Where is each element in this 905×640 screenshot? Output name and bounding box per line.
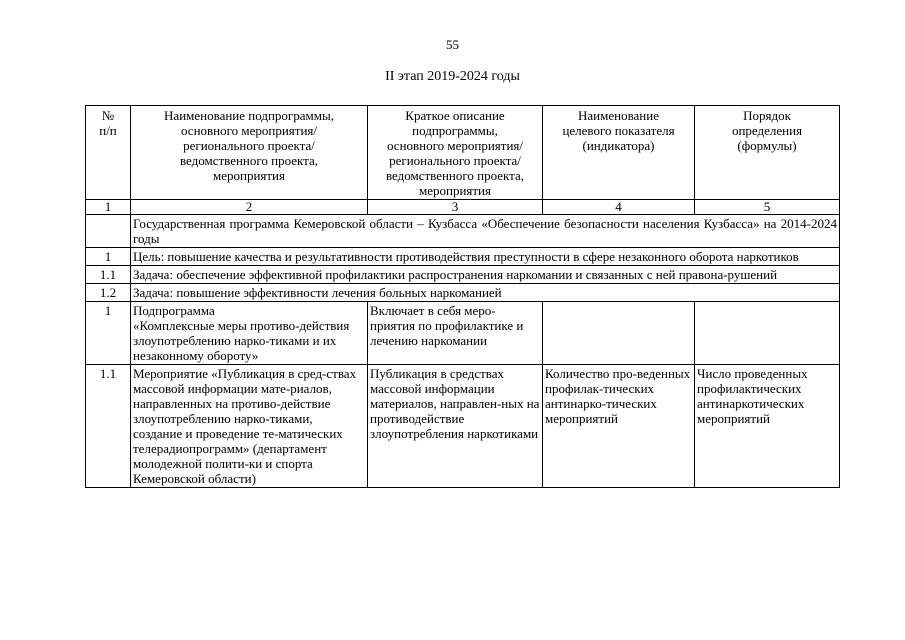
- header-description: Краткое описание подпрограммы, основного мероприятия/ регионального проекта/ ведомственного проекта, мероприятия: [368, 106, 543, 200]
- task-text: Задача: повышение эффективности лечения больных наркоманией: [131, 284, 840, 302]
- row-number: 1.1: [86, 365, 131, 488]
- event-indicator: Количество про-веденных профилак-тических антинарко-тических мероприятий: [543, 365, 695, 488]
- column-number: 5: [695, 200, 840, 215]
- column-number: 2: [131, 200, 368, 215]
- subprogram-description: Включает в себя меро-приятия по профилактике и лечению наркомании: [368, 302, 543, 365]
- row-number: 1.2: [86, 284, 131, 302]
- header-name: Наименование подпрограммы, основного мероприятия/ регионального проекта/ ведомственного проекта, мероприятия: [131, 106, 368, 200]
- event-name: Мероприятие «Публикация в сред-ствах массовой информации мате-риалов, направленных на противо-действие злоупотреблению нарко-тиками, создание и проведение те-матических телерадиопрограмм» (департамент молодежной полити-ки и спорта Кемеровской области): [131, 365, 368, 488]
- program-title: Государственная программа Кемеровской области – Кузбасса «Обеспечение безопасности населения Кузбасса» на 2014-2024 годы: [131, 215, 840, 248]
- column-number: 4: [543, 200, 695, 215]
- program-row: [86, 215, 840, 248]
- column-number: 1: [86, 200, 131, 215]
- table-header-row: [86, 106, 840, 200]
- row-number: 1: [86, 248, 131, 266]
- subprogram-indicator: [543, 302, 695, 365]
- row-number: 1.1: [86, 266, 131, 284]
- row-number: 1: [86, 302, 131, 365]
- event-formula: Число проведенных профилактических антинаркотических мероприятий: [695, 365, 840, 488]
- goal-row: [86, 248, 840, 266]
- subprogram-row: [86, 302, 840, 365]
- subprogram-name: Подпрограмма «Комплексные меры противо-действия злоупотреблению нарко-тиками и их незаконному обороту»: [131, 302, 368, 365]
- document-title: II этап 2019-2024 годы: [385, 69, 520, 84]
- header-indicator: Наименование целевого показателя (индикатора): [543, 106, 695, 200]
- task-row: [86, 266, 840, 284]
- task-row: [86, 284, 840, 302]
- row-number: [86, 215, 131, 248]
- goal-text: Цель: повышение качества и результативности противодействия преступности в сфере незаконного оборота наркотиков: [131, 248, 840, 266]
- column-number: 3: [368, 200, 543, 215]
- task-text: Задача: обеспечение эффективной профилактики распространения наркомании и связанных с ней правона-рушений: [131, 266, 840, 284]
- header-number: № п/п: [86, 106, 131, 200]
- header-formula: Порядок определения (формулы): [695, 106, 840, 200]
- program-table: [85, 105, 840, 488]
- event-description: Публикация в средствах массовой информации материалов, направлен-ных на противодействие злоупотребления наркотиками: [368, 365, 543, 488]
- event-row: [86, 365, 840, 488]
- column-number-row: [86, 200, 840, 215]
- subprogram-formula: [695, 302, 840, 365]
- page-number: 55: [446, 37, 459, 52]
